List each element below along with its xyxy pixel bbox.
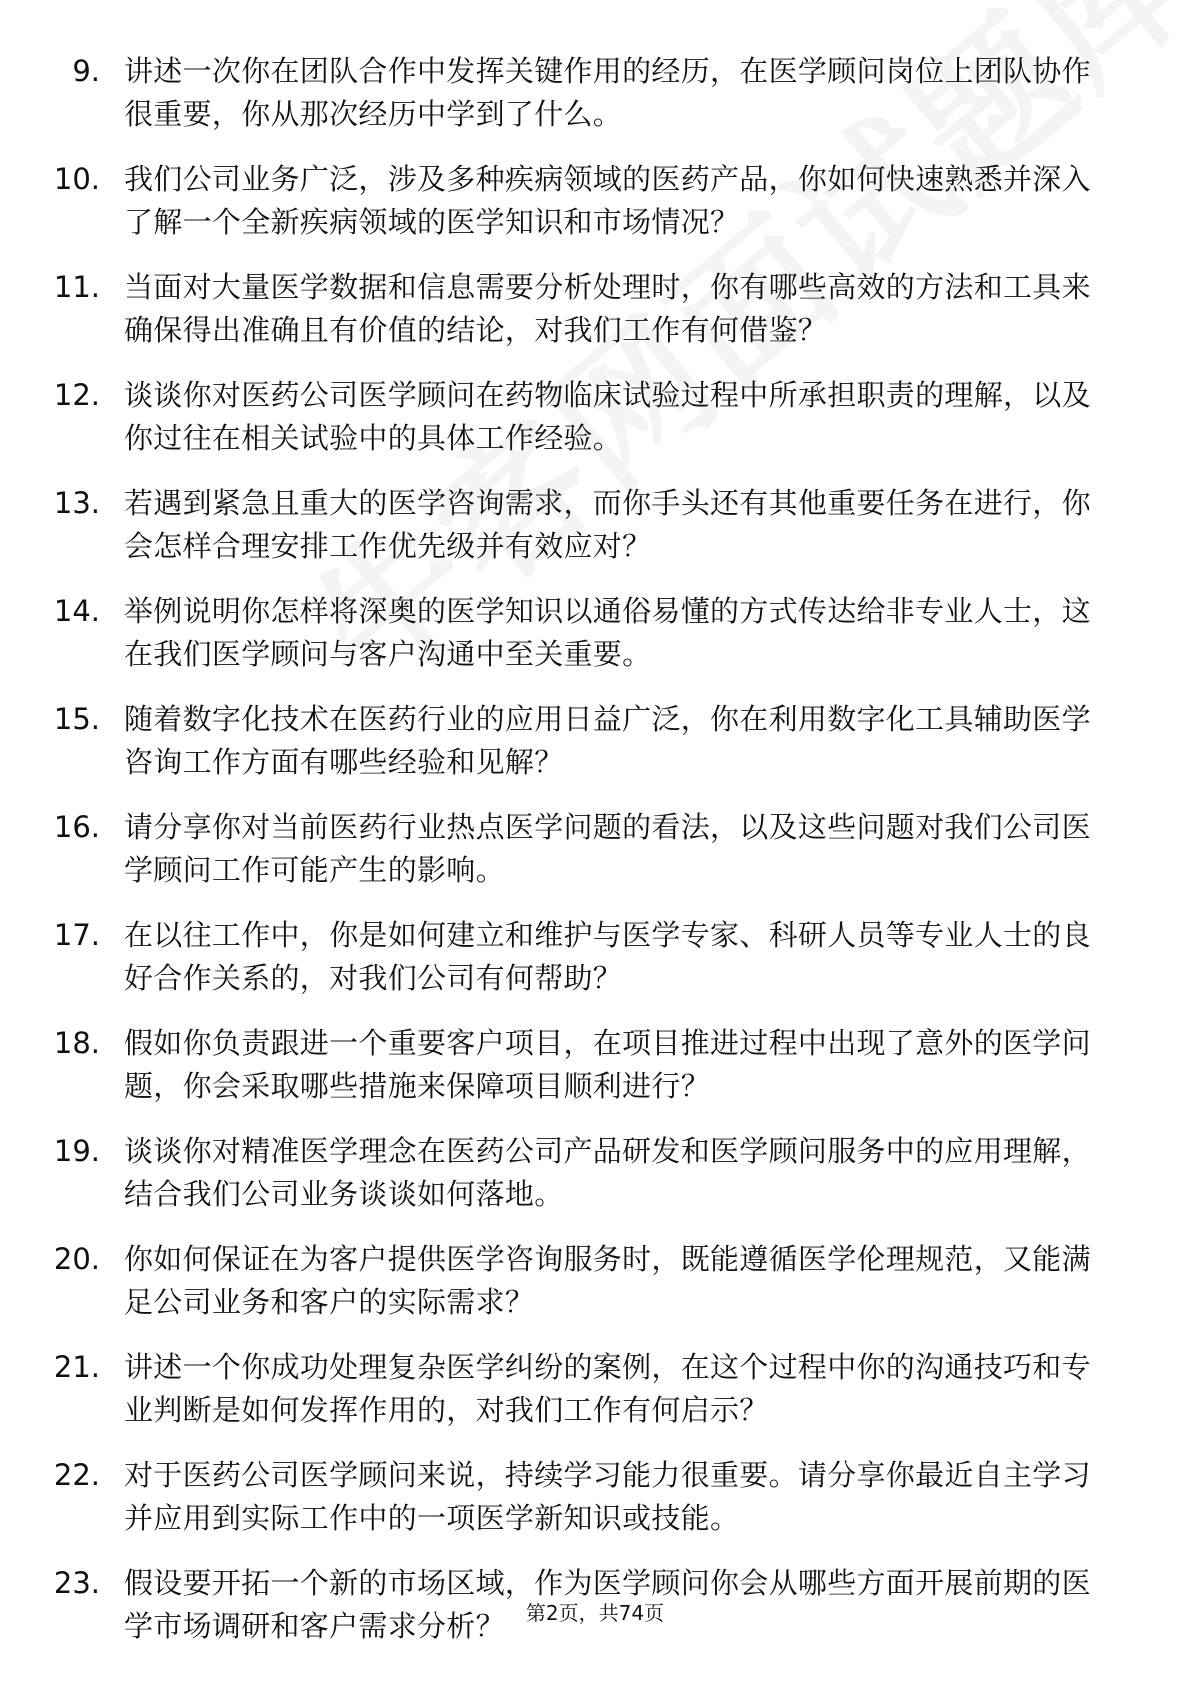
question-number: 20. [53,1242,100,1276]
question-item [0,482,1190,568]
question-item [0,158,1190,244]
question-item [0,374,1190,460]
question-number: 9. [72,54,100,88]
question-number: 15. [53,702,100,736]
question-item [0,266,1190,352]
question-number: 19. [53,1134,100,1168]
question-text: 请分享你对当前医药行业热点医学问题的看法，以及这些问题对我们公司医学顾问工作可能产生的影响。 [124,810,1091,887]
question-text: 举例说明你怎样将深奥的医学知识以通俗易懂的方式传达给非专业人士，这在我们医学顾问与客户沟通中至关重要。 [124,594,1091,671]
question-text: 当面对大量医学数据和信息需要分析处理时，你有哪些高效的方法和工具来确保得出准确且有价值的结论，对我们工作有何借鉴？ [124,270,1091,347]
question-number: 18. [53,1026,100,1060]
question-text: 对于医药公司医学顾问来说，持续学习能力很重要。请分享你最近自主学习并应用到实际工作中的一项医学新知识或技能。 [124,1458,1091,1535]
question-item [0,1454,1190,1540]
question-item [0,1346,1190,1432]
question-text: 若遇到紧急且重大的医学咨询需求，而你手头还有其他重要任务在进行，你会怎样合理安排工作优先级并有效应对？ [124,486,1091,563]
question-text: 假设要开拓一个新的市场区域，作为医学顾问你会从哪些方面开展前期的医学市场调研和客户需求分析？ [124,1566,1091,1643]
question-text: 谈谈你对医药公司医学顾问在药物临床试验过程中所承担职责的理解，以及你过往在相关试验中的具体工作经验。 [124,378,1091,455]
question-number: 11. [53,270,100,304]
question-number: 22. [53,1458,100,1492]
question-number: 10. [53,162,100,196]
question-text: 我们公司业务广泛，涉及多种疾病领域的医药产品，你如何快速熟悉并深入了解一个全新疾病领域的医学知识和市场情况？ [124,162,1091,239]
question-number: 14. [53,594,100,628]
question-number: 21. [53,1350,100,1384]
question-text: 在以往工作中，你是如何建立和维护与医学专家、科研人员等专业人士的良好合作关系的，对我们公司有何帮助？ [124,918,1091,995]
question-text: 你如何保证在为客户提供医学咨询服务时，既能遵循医学伦理规范，又能满足公司业务和客户的实际需求？ [124,1242,1091,1319]
question-item [0,914,1190,1000]
question-item [0,1238,1190,1324]
page-number-footer: 第2页，共74页 [525,1601,665,1625]
question-text: 谈谈你对精准医学理念在医药公司产品研发和医学顾问服务中的应用理解，结合我们公司业务谈谈如何落地。 [124,1134,1091,1211]
question-text: 讲述一个你成功处理复杂医学纠纷的案例，在这个过程中你的沟通技巧和专业判断是如何发挥作用的，对我们工作有何启示？ [124,1350,1091,1427]
question-number: 13. [53,486,100,520]
question-list [0,50,1190,1670]
question-number: 17. [53,918,100,952]
question-text: 假如你负责跟进一个重要客户项目，在项目推进过程中出现了意外的医学问题，你会采取哪些措施来保障项目顺利进行？ [124,1026,1091,1103]
question-item [0,590,1190,676]
question-text: 讲述一次你在团队合作中发挥关键作用的经历，在医学顾问岗位上团队协作很重要，你从那次经历中学到了什么。 [124,54,1091,131]
question-number: 12. [53,378,100,412]
question-number: 16. [53,810,100,844]
question-text: 随着数字化技术在医药行业的应用日益广泛，你在利用数字化工具辅助医学咨询工作方面有哪些经验和见解？ [124,702,1091,779]
question-item [0,698,1190,784]
question-item [0,1130,1190,1216]
question-item [0,806,1190,892]
question-number: 23. [53,1566,100,1600]
question-item [0,50,1190,136]
question-item [0,1022,1190,1108]
